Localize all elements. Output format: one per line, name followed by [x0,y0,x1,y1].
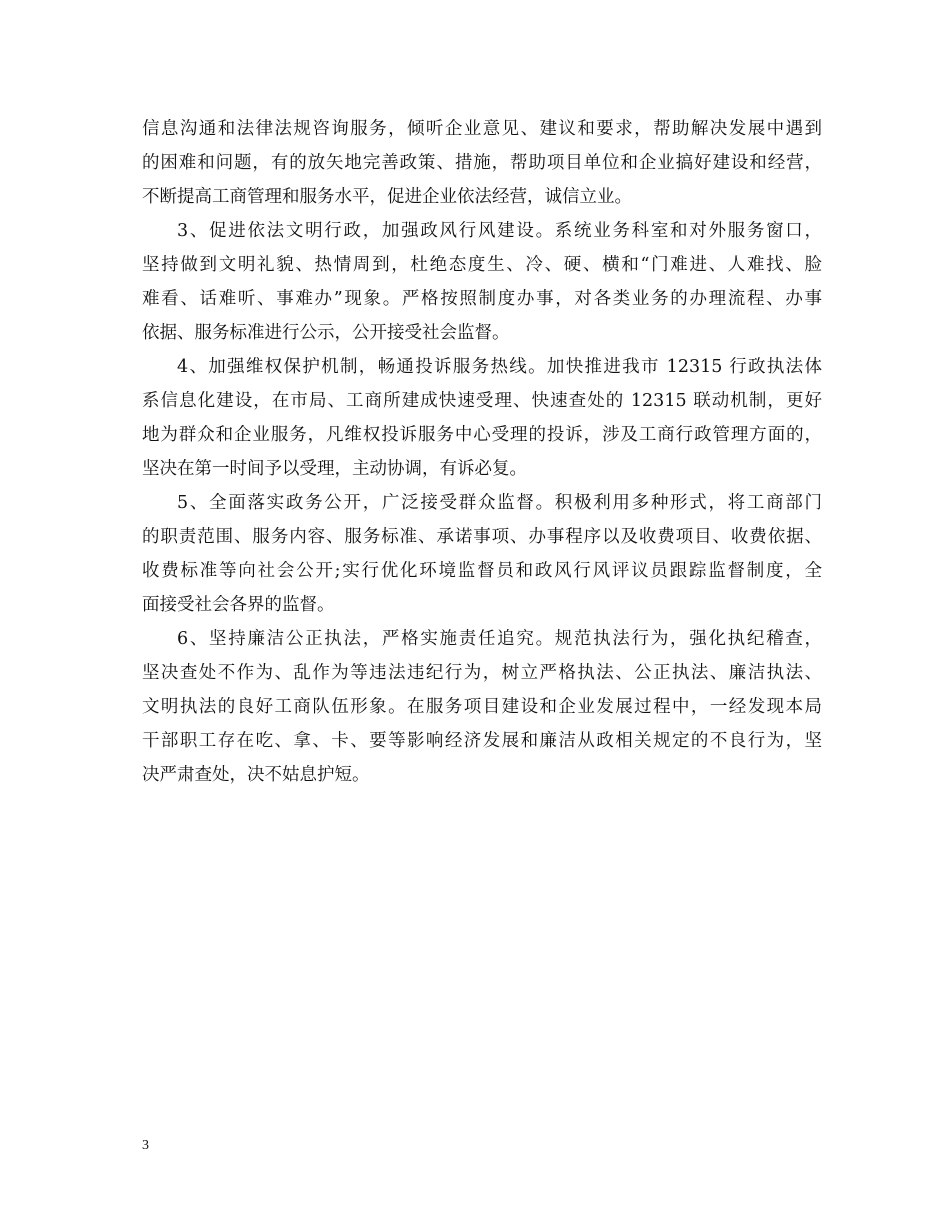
text-line: 5、全面落实政务公开，广泛接受群众监督。积极利用多种形式，将工商部门 [177,493,822,513]
paragraph-item-5 [142,486,822,622]
text-line: 的职责范围、服务内容、服务标准、承诺事项、办事程序以及收费项目、收费依据、 [142,527,822,547]
text-line: 坚决查处不作为、乱作为等违法违纪行为，树立严格执法、公正执法、廉洁执法、 [142,663,822,683]
document-body [142,112,822,792]
text-line: 4、加强维权保护机制，畅通投诉服务热线。加快推进我市 12315 行政执法体 [177,357,822,377]
paragraph-item-6 [142,622,822,792]
text-line: 坚持做到文明礼貌、热情周到，杜绝态度生、冷、硬、横和“门难进、人难找、脸 [142,255,822,275]
text-line: 坚决在第一时间予以受理，主动协调，有诉必复。 [142,459,527,479]
paragraph-item-4 [142,350,822,486]
paragraph-item-3 [142,214,822,350]
text-line: 系信息化建设，在市局、工商所建成快速受理、快速查处的 12315 联动机制，更好 [142,391,822,411]
text-line: 面接受社会各界的监督。 [142,595,335,615]
text-line: 依据、服务标准进行公示，公开接受社会监督。 [142,323,510,343]
text-line: 6、坚持廉洁公正执法，严格实施责任追究。规范执法行为，强化执纪稽查， [177,629,822,649]
text-line: 3、促进依法文明行政，加强政风行风建设。系统业务科室和对外服务窗口， [177,221,822,241]
text-line: 干部职工存在吃、拿、卡、要等影响经济发展和廉洁从政相关规定的不良行为，坚 [142,731,822,751]
text-line: 文明执法的良好工商队伍形象。在服务项目建设和企业发展过程中，一经发现本局 [142,697,822,717]
text-line: 决严肃查处，决不姑息护短。 [142,765,370,785]
page-number: 3 [142,1138,149,1153]
paragraph-continuation [142,112,822,214]
text-line: 收费标准等向社会公开;实行优化环境监督员和政风行风评议员跟踪监督制度，全 [142,561,822,581]
text-line: 地为群众和企业服务，凡维权投诉服务中心受理的投诉，涉及工商行政管理方面的， [142,425,822,445]
text-line: 信息沟通和法律法规咨询服务，倾听企业意见、建议和要求，帮助解决发展中遇到 [142,119,822,139]
text-line: 难看、话难听、事难办”现象。严格按照制度办事，对各类业务的办理流程、办事 [142,289,822,309]
text-line: 不断提高工商管理和服务水平，促进企业依法经营，诚信立业。 [142,187,632,207]
text-line: 的困难和问题，有的放矢地完善政策、措施，帮助项目单位和企业搞好建设和经营， [142,153,822,173]
